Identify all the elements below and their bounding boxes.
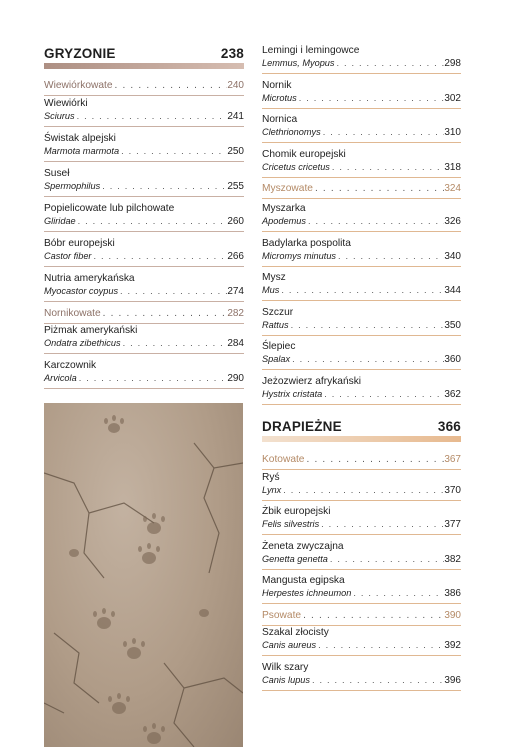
page-number: 282 [227, 307, 244, 319]
page-number: 340 [444, 250, 461, 262]
latin-name: Arvicola [44, 373, 77, 383]
page-number: 240 [227, 80, 244, 91]
toc-group-entry [44, 80, 244, 96]
species-name: Szakal złocisty [262, 627, 329, 638]
leader-dots [279, 284, 444, 296]
leader-dots [336, 250, 444, 262]
toc-species-entry [262, 149, 461, 178]
species-name: Żbik europejski [262, 506, 331, 517]
page-number: 290 [227, 373, 244, 384]
toc-group-entry [262, 183, 461, 199]
species-name: Ryś [262, 471, 280, 483]
species-name: Lemingi i lemingowce [262, 45, 360, 56]
leader-dots [313, 183, 444, 195]
toc-species-entry [44, 133, 244, 162]
latin-name: Hystrix cristata [262, 388, 323, 399]
leader-dots [335, 57, 445, 69]
group-name: Kotowate [262, 454, 305, 465]
page-number: 344 [444, 285, 461, 296]
latin-name: Marmota marmota [44, 145, 120, 156]
toc-species-entry [44, 238, 244, 267]
leader-dots [319, 518, 444, 530]
leader-dots [119, 145, 227, 157]
page-number: 326 [444, 216, 461, 227]
page-number: 390 [444, 609, 461, 621]
leader-dots [328, 553, 444, 565]
latin-name: Castor fiber [44, 250, 92, 261]
latin-name: Spermophilus [44, 180, 101, 191]
leader-dots [101, 308, 228, 320]
entry-divider [44, 266, 244, 267]
toc-species-entry [262, 114, 461, 143]
group-name: Nornikowate [44, 307, 101, 319]
toc-species-entry [44, 203, 244, 232]
latin-name: Clethrionomys [262, 127, 321, 137]
entry-divider [44, 301, 244, 302]
latin-name: Microtus [262, 92, 297, 103]
entry-divider [262, 655, 461, 656]
species-name: Suseł [44, 167, 70, 179]
leader-dots [75, 110, 228, 122]
group-name: Wiewiórkowate [44, 80, 113, 91]
entry-divider [262, 142, 461, 143]
latin-name: Apodemus [262, 216, 306, 226]
toc-species-entry [262, 307, 461, 336]
leader-dots [316, 639, 444, 651]
species-name: Szczur [262, 306, 294, 318]
entry-divider [44, 161, 244, 162]
species-name: Nornik [262, 79, 292, 91]
group-name: Myszowate [262, 183, 313, 194]
group-name: Psowate [262, 609, 302, 621]
entry-divider [262, 690, 461, 691]
toc-species-entry [44, 98, 244, 127]
toc-species-entry [262, 627, 461, 656]
entry-divider [262, 73, 461, 74]
species-name: Mysz [262, 272, 286, 283]
page-number: 386 [444, 588, 461, 599]
page-number: 250 [227, 145, 244, 157]
latin-name: Myocastor coypus [44, 285, 119, 296]
page-number: 392 [444, 640, 461, 651]
toc-species-entry [262, 541, 461, 570]
latin-name: Cricetus cricetus [262, 161, 330, 172]
leader-dots [310, 674, 444, 686]
species-name: Karczownik [44, 360, 97, 371]
latin-name: Mus [262, 285, 280, 295]
latin-name: Lemmus, Myopus [262, 58, 335, 68]
species-name: Popielicowate lub pilchowate [44, 202, 175, 214]
section-title: DRAPIEŻNE [262, 419, 342, 434]
leader-dots [330, 161, 444, 173]
latin-name: Micromys minutus [262, 250, 337, 261]
entry-divider [262, 335, 461, 336]
species-name: Jeżozwierz afrykański [262, 375, 362, 387]
latin-name: Spalax [262, 354, 291, 364]
leader-dots [304, 454, 444, 466]
entry-divider [262, 300, 461, 301]
leader-dots [113, 80, 228, 92]
latin-name: Rattus [262, 319, 289, 330]
toc-species-entry [44, 325, 244, 354]
species-name: Piżmak amerykański [44, 325, 138, 336]
page-number: 360 [444, 354, 461, 365]
toc-group-entry [262, 610, 461, 626]
toc-species-entry [262, 341, 461, 370]
species-name: Bóbr europejski [44, 237, 115, 249]
leader-dots [290, 353, 444, 365]
leader-dots [289, 319, 445, 331]
leader-dots [322, 388, 444, 400]
latin-name: Ondatra zibethicus [44, 338, 121, 348]
page-number: 266 [227, 250, 244, 262]
entry-divider [44, 126, 244, 127]
page-number: 298 [444, 58, 461, 69]
entry-divider [262, 603, 461, 604]
page-number: 302 [444, 92, 461, 104]
section-header-carnivores [262, 419, 461, 434]
toc-species-entry [262, 472, 461, 501]
leader-dots [281, 484, 444, 496]
entry-divider [262, 500, 461, 501]
leader-dots [121, 337, 228, 349]
page-number: 241 [227, 110, 244, 122]
toc-species-entry [262, 45, 461, 74]
section-title: GRYZONIE [44, 46, 116, 61]
toc-group-entry [44, 308, 244, 324]
page-number: 382 [444, 553, 461, 565]
toc-species-entry [262, 80, 461, 109]
species-name: Mangusta egipska [262, 575, 345, 586]
toc-species-entry [262, 575, 461, 604]
animal-tracks-photo [44, 403, 243, 747]
leader-dots [76, 215, 228, 227]
section-bar [262, 436, 461, 442]
toc-species-entry [262, 376, 461, 405]
leader-dots [77, 372, 228, 384]
toc-species-entry [262, 662, 461, 691]
leader-dots [306, 215, 444, 227]
latin-name: Sciurus [44, 110, 75, 121]
page-number: 318 [444, 161, 461, 173]
toc-group-entry [262, 454, 461, 470]
page-number: 367 [444, 454, 461, 465]
section-bar [44, 63, 244, 69]
entry-divider [262, 108, 461, 109]
entry-divider [262, 569, 461, 570]
latin-name: Lynx [262, 484, 282, 495]
entry-divider [44, 323, 244, 324]
entry-divider [262, 177, 461, 178]
entry-divider [262, 625, 461, 626]
entry-divider [44, 388, 244, 389]
page-number: 310 [444, 127, 461, 138]
entry-divider [262, 404, 461, 405]
page-number: 396 [444, 674, 461, 686]
species-name: Świstak alpejski [44, 132, 116, 144]
toc-species-entry [262, 238, 461, 267]
latin-name: Canis aureus [262, 640, 317, 650]
entry-divider [44, 353, 244, 354]
entry-divider [262, 198, 461, 199]
species-name: Wilk szary [262, 661, 309, 673]
toc-species-entry [262, 272, 461, 301]
toc-species-entry [44, 360, 244, 389]
page-number: 362 [444, 388, 461, 400]
leader-dots [92, 250, 228, 262]
species-name: Nornica [262, 114, 298, 125]
page-number: 324 [444, 183, 461, 194]
species-name: Badylarka pospolita [262, 237, 351, 249]
tracks-illustration [44, 403, 243, 747]
section-page: 366 [437, 419, 461, 434]
leader-dots [301, 610, 444, 622]
latin-name: Genetta genetta [262, 553, 328, 564]
species-name: Nutria amerykańska [44, 272, 135, 284]
page-number: 260 [227, 215, 244, 227]
page-number: 370 [444, 484, 461, 496]
toc-species-entry [262, 203, 461, 232]
leader-dots [297, 92, 445, 104]
page-number: 350 [444, 319, 461, 331]
entry-divider [262, 369, 461, 370]
entry-divider [262, 266, 461, 267]
entry-divider [262, 469, 461, 470]
latin-name: Gliridae [44, 215, 76, 226]
section-page: 238 [220, 46, 244, 61]
latin-name: Herpestes ichneumon [262, 588, 352, 598]
species-name: Wiewiórki [44, 97, 88, 109]
leader-dots [351, 587, 444, 599]
leader-dots [118, 285, 227, 297]
page-number: 255 [227, 180, 244, 192]
leader-dots [100, 180, 227, 192]
entry-divider [44, 231, 244, 232]
species-name: Żeneta zwyczajna [262, 540, 344, 552]
species-name: Chomik europejski [262, 148, 346, 160]
section-header-rodents [44, 46, 244, 61]
entry-divider [44, 95, 244, 96]
leader-dots [321, 126, 445, 138]
toc-species-entry [44, 273, 244, 302]
entry-divider [44, 196, 244, 197]
species-name: Ślepiec [262, 341, 296, 352]
entry-divider [262, 534, 461, 535]
species-name: Myszarka [262, 203, 306, 214]
page-number: 274 [227, 285, 244, 297]
latin-name: Felis silvestris [262, 519, 320, 529]
toc-species-entry [44, 168, 244, 197]
toc-species-entry [262, 506, 461, 535]
page-number: 377 [444, 519, 461, 530]
entry-divider [262, 231, 461, 232]
page-number: 284 [227, 338, 244, 349]
latin-name: Canis lupus [262, 674, 311, 685]
